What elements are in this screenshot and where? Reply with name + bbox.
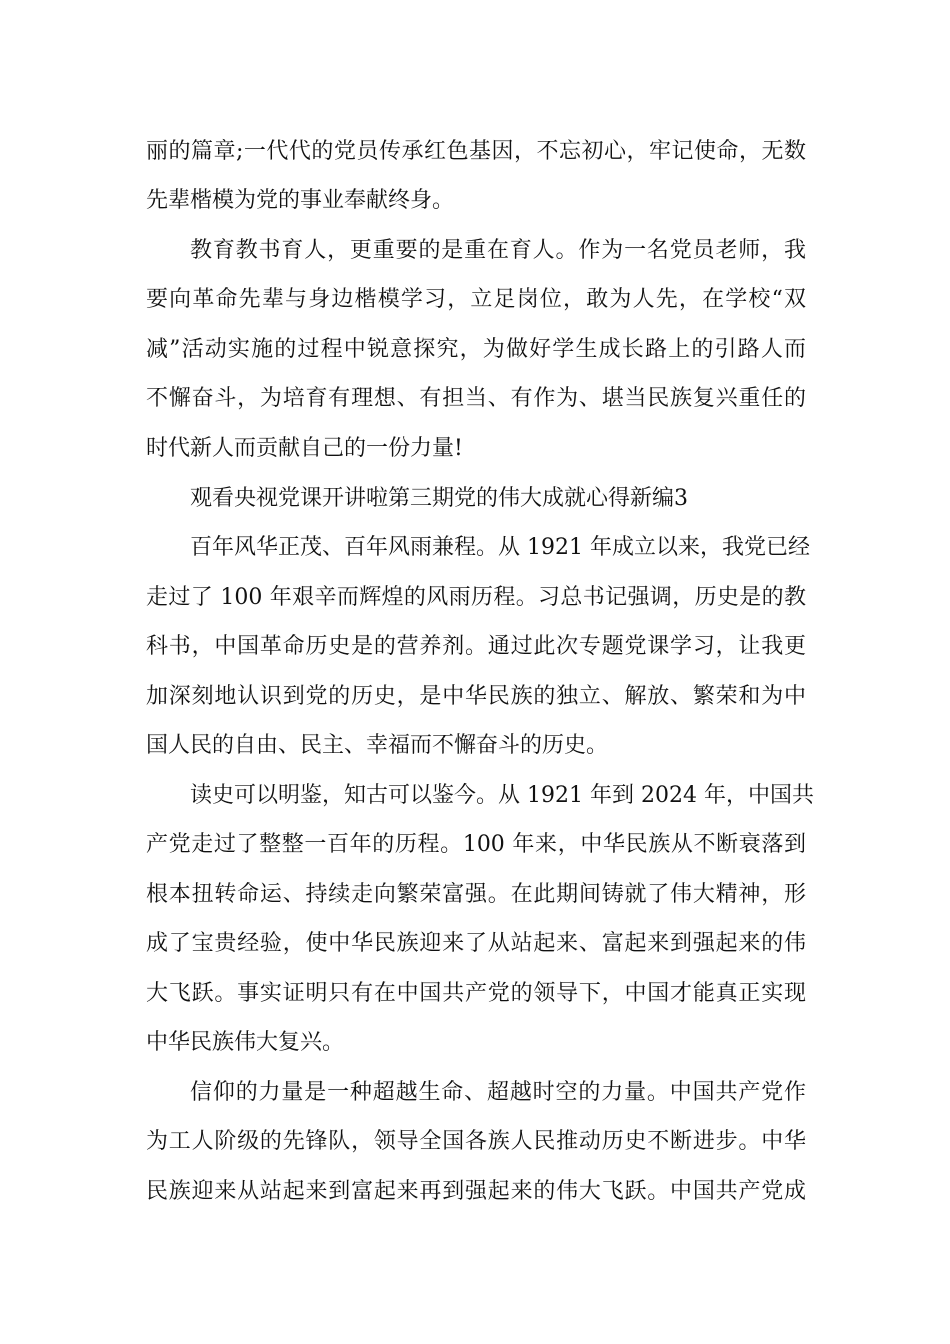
paragraph-line: 信仰的力量是一种超越生命、超越时空的力量。中国共产党作 xyxy=(190,1080,806,1105)
paragraph-line: 根本扭转命运、持续走向繁荣富强。在此期间铸就了伟大精神，形 xyxy=(146,882,806,907)
paragraph-line: 减”活动实施的过程中锐意探究，为做好学生成长路上的引路人而 xyxy=(146,337,806,362)
paragraph-line: 大飞跃。事实证明只有在中国共产党的领导下，中国才能真正实现 xyxy=(146,981,806,1006)
paragraph-line: 成了宝贵经验，使中华民族迎来了从站起来、富起来到强起来的伟 xyxy=(146,931,806,956)
paragraph-line: 国人民的自由、民主、幸福而不懈奋斗的历史。 xyxy=(146,733,609,758)
paragraph-line: 要向革命先辈与身边楷模学习，立足岗位，敢为人先，在学校“双 xyxy=(146,287,806,312)
paragraph-line: 民族迎来从站起来到富起来再到强起来的伟大飞跃。中国共产党成 xyxy=(146,1179,806,1204)
paragraph-line: 走过了 100 年艰辛而辉煌的风雨历程。习总书记强调，历史是的教 xyxy=(146,585,806,610)
paragraph-line: 不懈奋斗，为培育有理想、有担当、有作为、堪当民族复兴重任的 xyxy=(146,386,806,411)
section-heading: 观看央视党课开讲啦第三期党的伟大成就心得新编3 xyxy=(190,486,688,511)
paragraph-line: 时代新人而贡献自己的一份力量! xyxy=(146,436,463,461)
paragraph-line: 教育教书育人，更重要的是重在育人。作为一名党员老师，我 xyxy=(190,238,806,263)
paragraph-line: 产党走过了整整一百年的历程。100 年来，中华民族从不断衰落到 xyxy=(146,832,806,857)
paragraph-line: 百年风华正茂、百年风雨兼程。从 1921 年成立以来，我党已经 xyxy=(190,535,810,560)
paragraph-line: 中华民族伟大复兴。 xyxy=(146,1030,345,1055)
paragraph-line: 科书，中国革命历史是的营养剂。通过此次专题党课学习，让我更 xyxy=(146,634,806,659)
paragraph-line: 丽的篇章;一代代的党员传承红色基因，不忘初心，牢记使命，无数 xyxy=(146,139,806,164)
paragraph-line: 读史可以明鉴，知古可以鉴今。从 1921 年到 2024 年，中国共 xyxy=(190,783,814,808)
paragraph-line: 先辈楷模为党的事业奉献终身。 xyxy=(146,188,455,213)
paragraph-line: 为工人阶级的先锋队，领导全国各族人民推动历史不断进步。中华 xyxy=(146,1129,806,1154)
paragraph-line: 加深刻地认识到党的历史，是中华民族的独立、解放、繁荣和为中 xyxy=(146,684,806,709)
